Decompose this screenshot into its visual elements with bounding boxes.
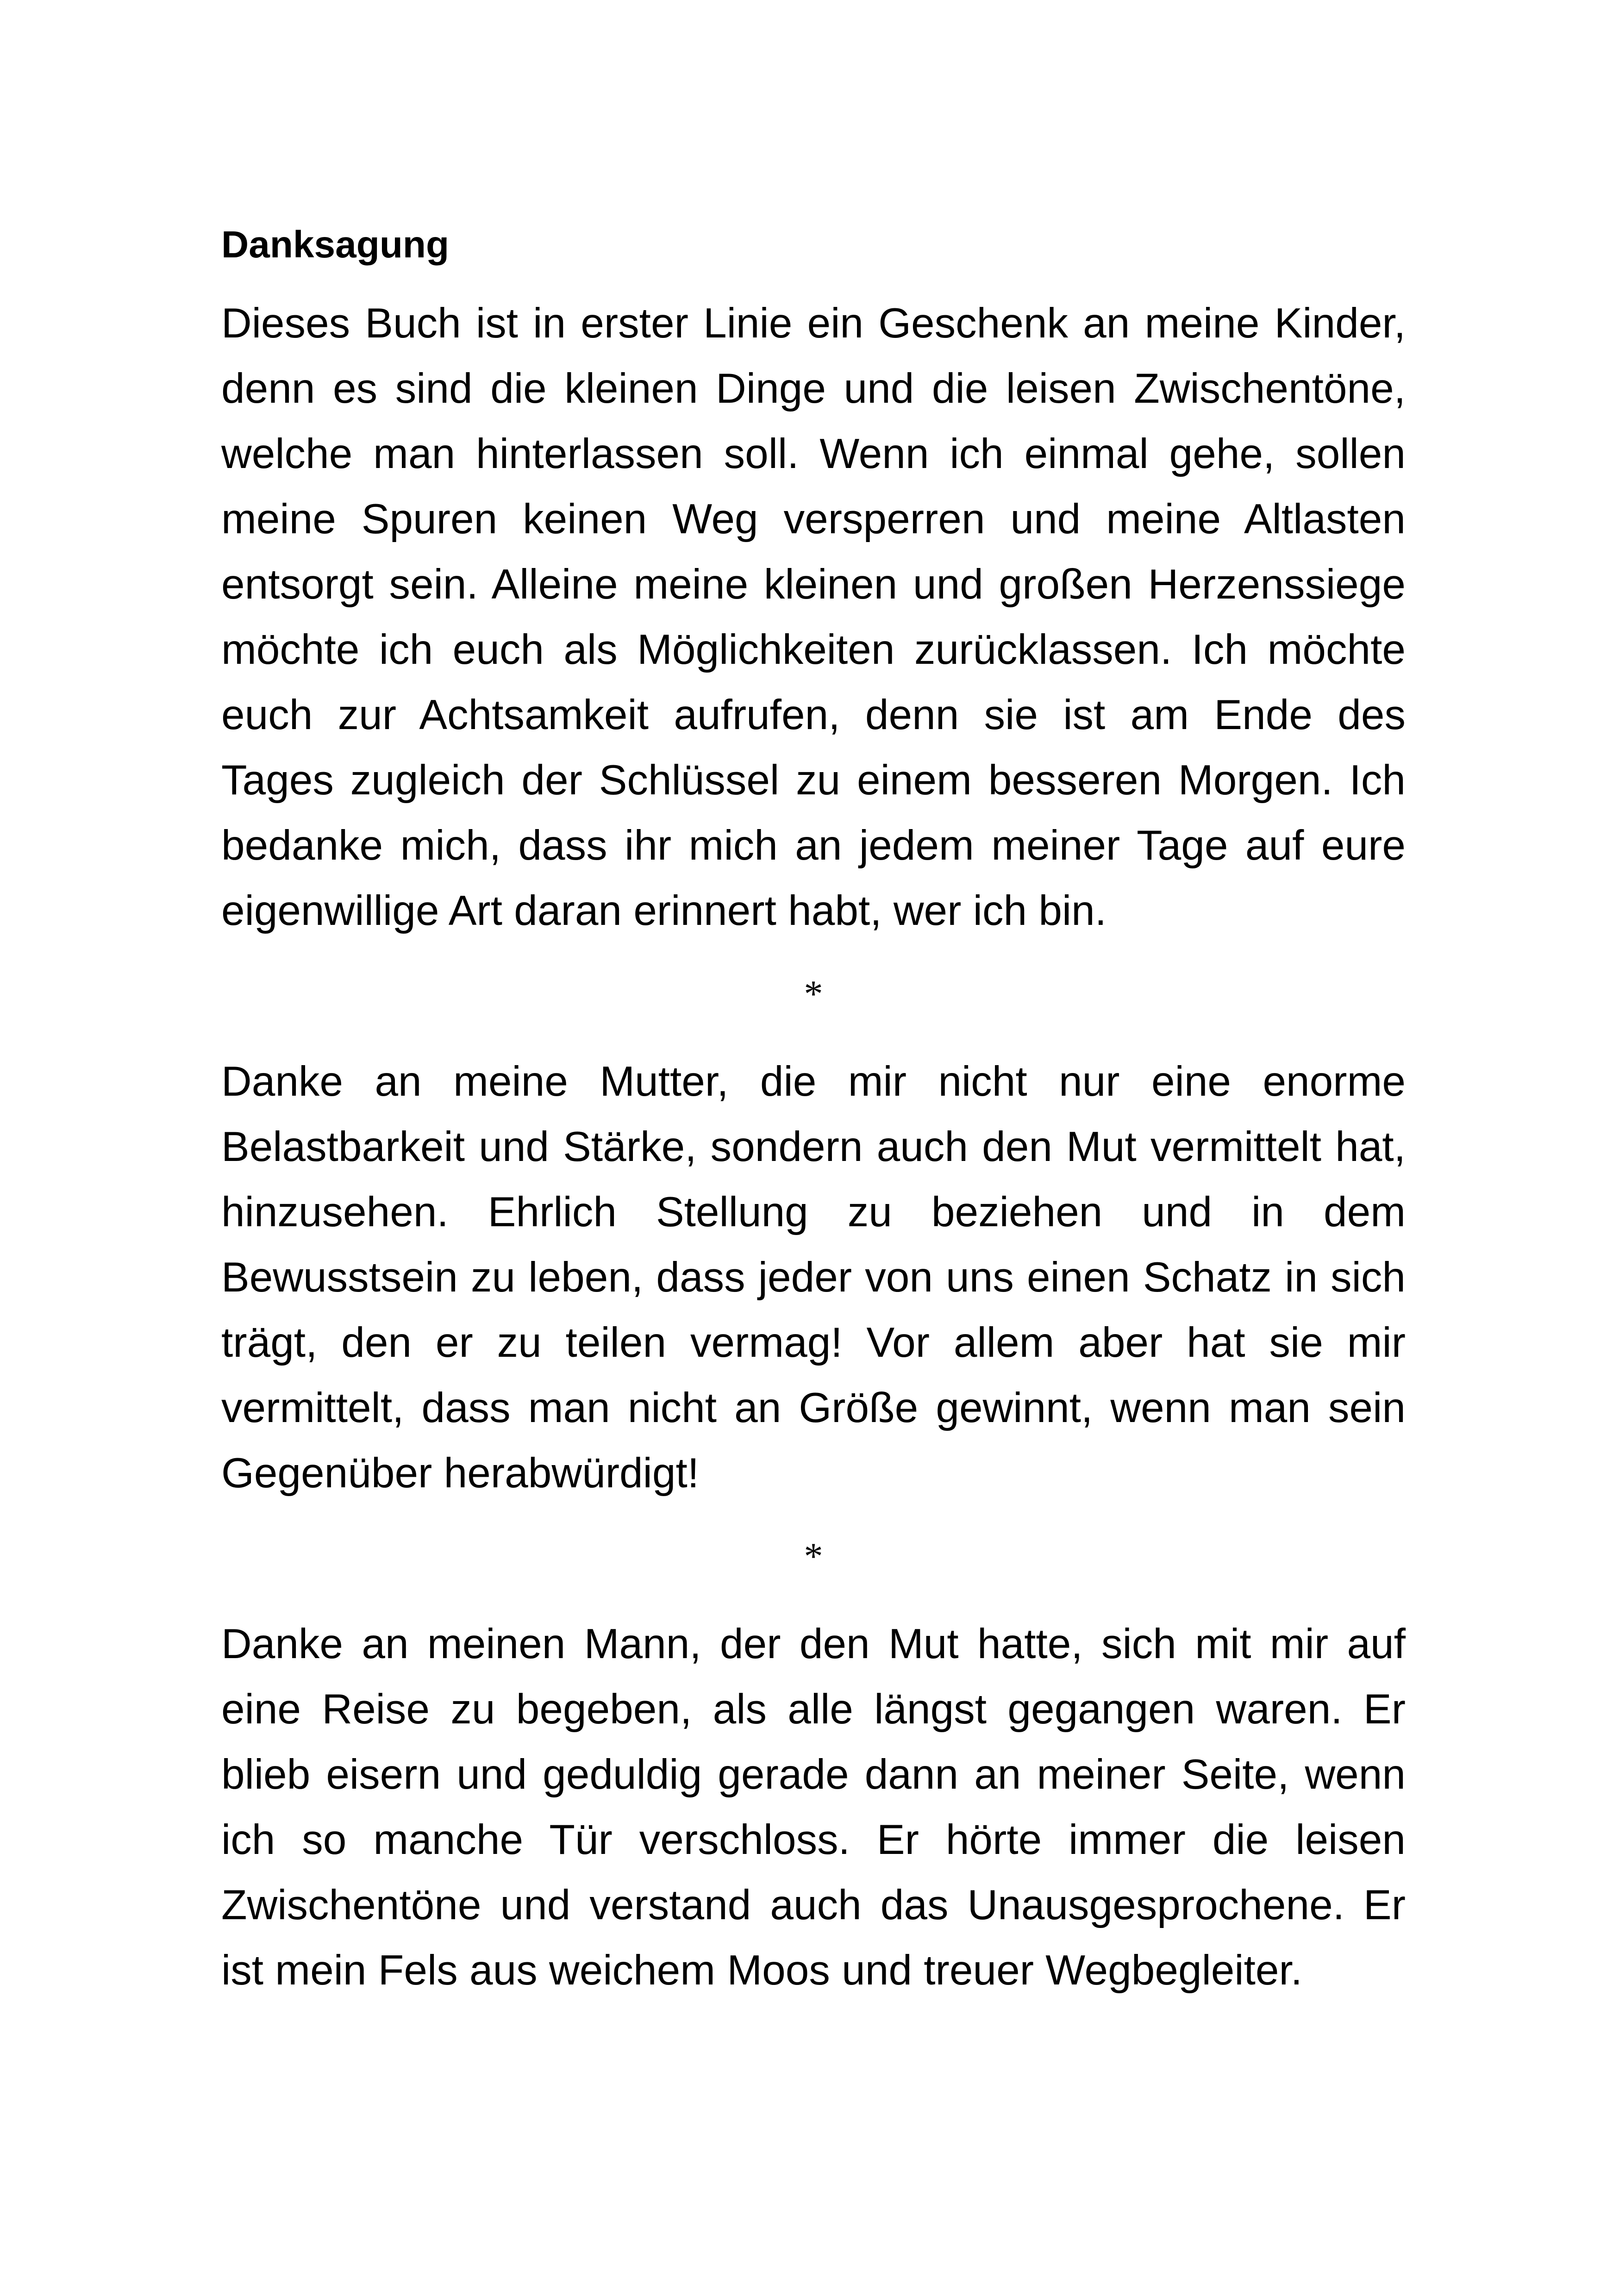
paragraph-husband: Danke an meinen Mann, der den Mut hatte, sich mit mir auf eine Reise zu begeben, als alle längst gegangen waren. Er blieb eisern und geduldig gerade dann an meiner Seite, wenn ich so manche Tür verschloss. Er hörte immer die leisen Zwischentöne und verstand auch das Unausgesprochene. Er ist mein Fels aus weichem Moos und treuer Wegbegleiter. xyxy=(221,1621,1406,1994)
paragraph-children: Dieses Buch ist in erster Linie ein Geschenk an meine Kinder, denn es sind die kleinen Dinge und die leisen Zwischentöne, welche man hinterlassen soll. Wenn ich einmal gehe, sollen meine Spuren keinen Weg versperren und meine Altlasten entsorgt sein. Alleine meine kleinen und großen Herzenssiege möchte ich euch als Möglichkeiten zurücklassen. Ich möchte euch zur Achtsamkeit aufrufen, denn sie ist am Ende des Tages zugleich der Schlüssel zu einem besseren Morgen. Ich bedanke mich, dass ihr mich an jedem meiner Tage auf eure eigenwillige Art daran erinnert habt, wer ich bin. xyxy=(221,300,1406,934)
page-title: Danksagung xyxy=(221,224,450,266)
page-content xyxy=(221,218,1406,2003)
section-separator: * xyxy=(804,1535,823,1577)
paragraph-mother: Danke an meine Mutter, die mir nicht nur eine enorme Belastbarkeit und Stärke, sondern auch den Mut vermittelt hat, hinzusehen. Ehrlich Stellung zu beziehen und in dem Bewusstsein zu leben, dass jeder von uns einen Schatz in sich trägt, den er zu teilen vermag! Vor allem aber hat sie mir vermittelt, dass man nicht an Größe gewinnt, wenn man sein Gegenüber herabwürdigt! xyxy=(221,1058,1406,1497)
section-separator: * xyxy=(804,973,823,1015)
